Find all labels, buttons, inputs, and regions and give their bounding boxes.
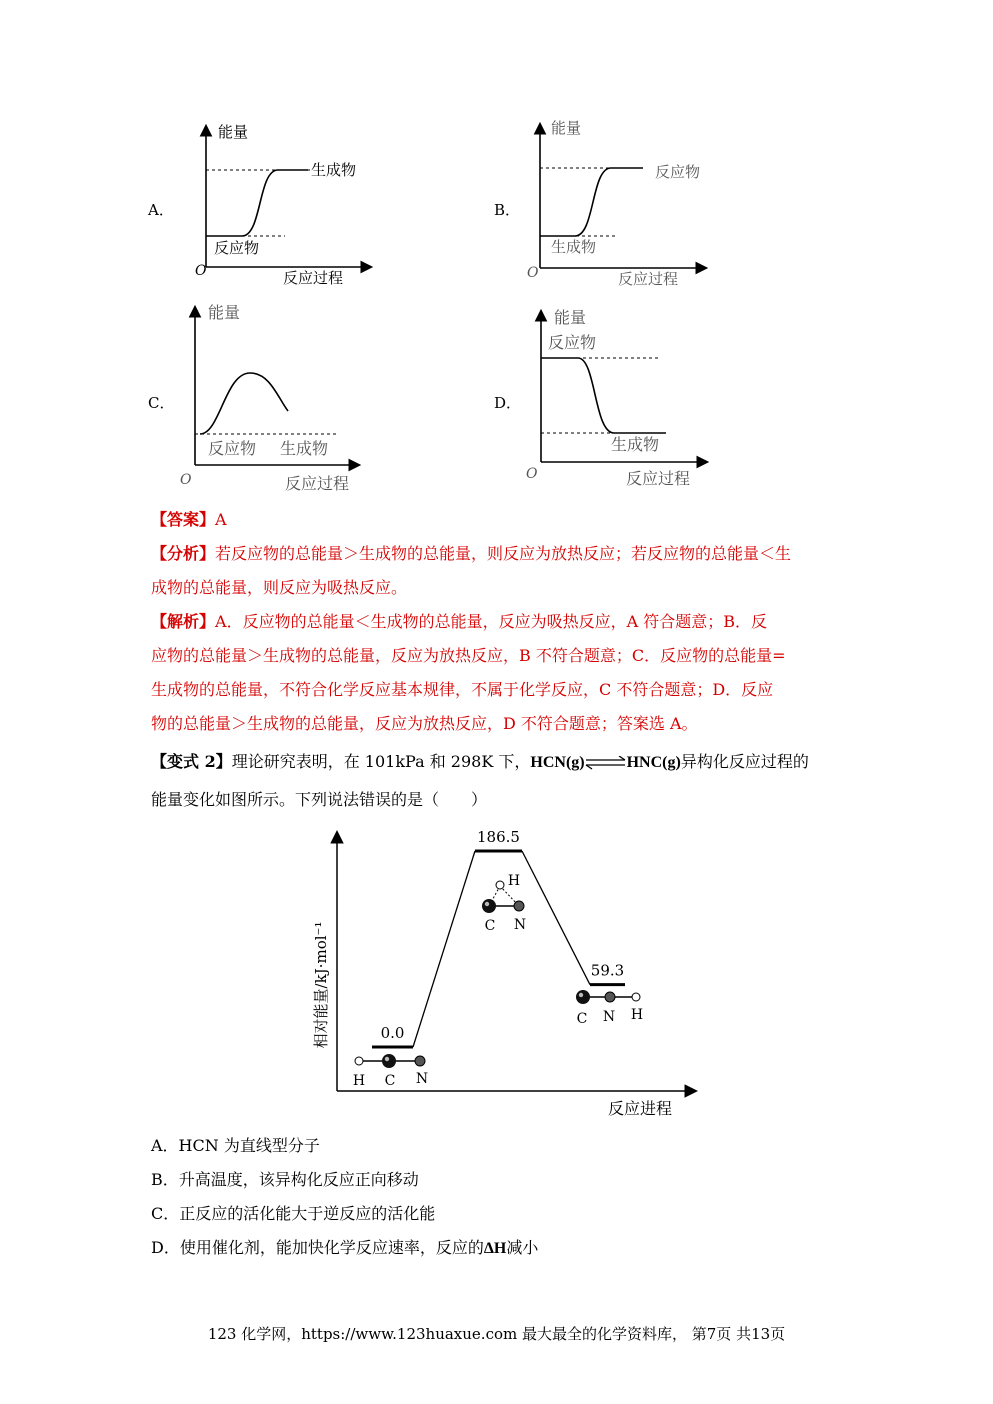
- nitrogen-atom: [514, 901, 524, 911]
- x-axis-label: 反应过程: [283, 269, 344, 287]
- graph-a: [180, 115, 380, 290]
- origin-label: O: [195, 263, 207, 279]
- energy-diagram: [300, 825, 720, 1125]
- transition-line: [522, 851, 590, 985]
- top-label: 反应物: [655, 163, 701, 181]
- energy-level-label: 0.0: [380, 1024, 405, 1042]
- carbon-atom: [382, 1054, 396, 1068]
- energy-curve: [200, 373, 288, 434]
- energy-level-label: 59.3: [590, 961, 625, 980]
- carbon-atom: [482, 899, 496, 913]
- product-formula: HNC(g): [626, 754, 681, 771]
- option-b: B．升高温度，该异构化反应正向移动: [151, 1170, 419, 1189]
- bottom-label: 生成物: [611, 435, 660, 454]
- graph-b: [515, 113, 715, 293]
- hydrogen-atom: [496, 881, 504, 889]
- explanation-text-1: A．反应物的总能量＜生成物的总能量，反应为吸热反应，A 符合题意；B．反: [215, 612, 767, 631]
- explanation-line-4: 物的总能量＞生成物的总能量，反应为放热反应，D 不符合题意；答案选 A。: [151, 714, 698, 733]
- reactant-formula: HCN(g): [530, 754, 585, 771]
- atom-label: C: [384, 1073, 396, 1089]
- energy-curve: [540, 168, 643, 236]
- option-b-label: B．: [494, 201, 521, 219]
- atom-highlight: [385, 1057, 389, 1061]
- atom-label: C: [576, 1011, 588, 1027]
- delta-h-symbol: ΔH: [483, 1240, 507, 1257]
- y-axis-label: 能量: [554, 308, 587, 327]
- carbon-atom: [576, 990, 590, 1004]
- atom-label: H: [630, 1007, 644, 1023]
- atom-label: H: [352, 1073, 366, 1089]
- explanation-line-2: 应物的总能量＞生成物的总能量，反应为放热反应，B 不符合题意；C．反应物的总能量=: [151, 646, 786, 665]
- answer-tag: 【答案】: [151, 510, 216, 529]
- right-label: 生成物: [280, 439, 329, 458]
- explanation-line-1: [151, 612, 767, 632]
- explanation-line-3: 生成物的总能量，不符合化学反应基本规律，不属于化学反应，C 不符合题意；D．反应: [151, 680, 774, 699]
- energy-curve: [206, 170, 308, 236]
- explanation-tag: 【解析】: [151, 612, 216, 631]
- graph-d: [516, 302, 716, 497]
- equilibrium-arrow-icon: [585, 756, 627, 770]
- y-axis-label: 能量: [208, 303, 241, 322]
- hydrogen-atom: [355, 1057, 363, 1065]
- question-text-1: 理论研究表明，在 101kPa 和 298K 下，: [231, 752, 531, 771]
- nitrogen-atom: [605, 992, 615, 1002]
- x-axis-label: 反应过程: [626, 469, 691, 488]
- y-axis-label: 能量: [551, 119, 582, 137]
- x-axis-label: 反应进程: [607, 1099, 673, 1118]
- origin-label: O: [526, 466, 538, 482]
- y-axis-label: 能量: [218, 123, 249, 141]
- atom-label: C: [484, 918, 496, 934]
- energy-level-label: 186.5: [477, 828, 520, 846]
- molecule-drawings: [353, 873, 643, 1089]
- y-axis-label: [312, 922, 330, 1049]
- hydrogen-atom: [632, 993, 640, 1001]
- bottom-label: 生成物: [551, 238, 597, 256]
- answer-line: [151, 510, 227, 530]
- option-c: C．正反应的活化能大于逆反应的活化能: [151, 1204, 436, 1223]
- option-c-label: C．: [148, 394, 175, 412]
- top-label: 反应物: [548, 333, 597, 352]
- x-axis-label: 反应过程: [618, 270, 679, 288]
- origin-label: O: [527, 265, 539, 281]
- page-footer: 123 化学网，https://www.123huaxue.com 最大最全的化学资料库， 第7页 共13页: [207, 1325, 786, 1343]
- option-d: [151, 1235, 538, 1258]
- question-line-1: [151, 752, 809, 773]
- atom-label: N: [513, 917, 527, 933]
- analysis-line-1: [151, 544, 791, 564]
- bottom-label: 反应物: [214, 239, 260, 257]
- atom-highlight: [579, 993, 583, 997]
- atom-highlight: [485, 902, 489, 906]
- question-line-2: 能量变化如图所示。下列说法错误的是（ ）: [151, 790, 488, 809]
- origin-label: O: [180, 472, 192, 488]
- option-d-tail: 减小: [506, 1238, 539, 1257]
- left-label: 反应物: [208, 439, 257, 458]
- analysis-tag: 【分析】: [151, 544, 216, 563]
- y-axis-label-text: 相对能量/kJ·mol⁻¹: [312, 921, 330, 1049]
- graph-c: [170, 298, 370, 498]
- question-text-2: 异构化反应过程的: [680, 752, 809, 771]
- transition-line: [413, 851, 475, 1047]
- question-tag: 【变式 2】: [151, 752, 232, 771]
- answer-value: A: [215, 510, 227, 529]
- option-d-label: D．: [494, 394, 522, 412]
- top-label: 生成物: [311, 161, 357, 179]
- x-axis-label: 反应过程: [285, 474, 350, 493]
- atom-label: H: [507, 873, 521, 889]
- nitrogen-atom: [415, 1056, 425, 1066]
- atom-label: N: [415, 1071, 429, 1087]
- atom-label: N: [602, 1009, 616, 1025]
- option-d-text: D．使用催化剂，能加快化学反应速率，反应的: [151, 1238, 484, 1257]
- energy-curve: [541, 358, 666, 433]
- analysis-line-2: 成物的总能量，则反应为吸热反应。: [151, 578, 408, 597]
- option-a: A．HCN 为直线型分子: [151, 1136, 320, 1155]
- option-a-label: A．: [148, 201, 174, 219]
- analysis-text-1: 若反应物的总能量＞生成物的总能量，则反应为放热反应；若反应物的总能量＜生: [215, 544, 792, 563]
